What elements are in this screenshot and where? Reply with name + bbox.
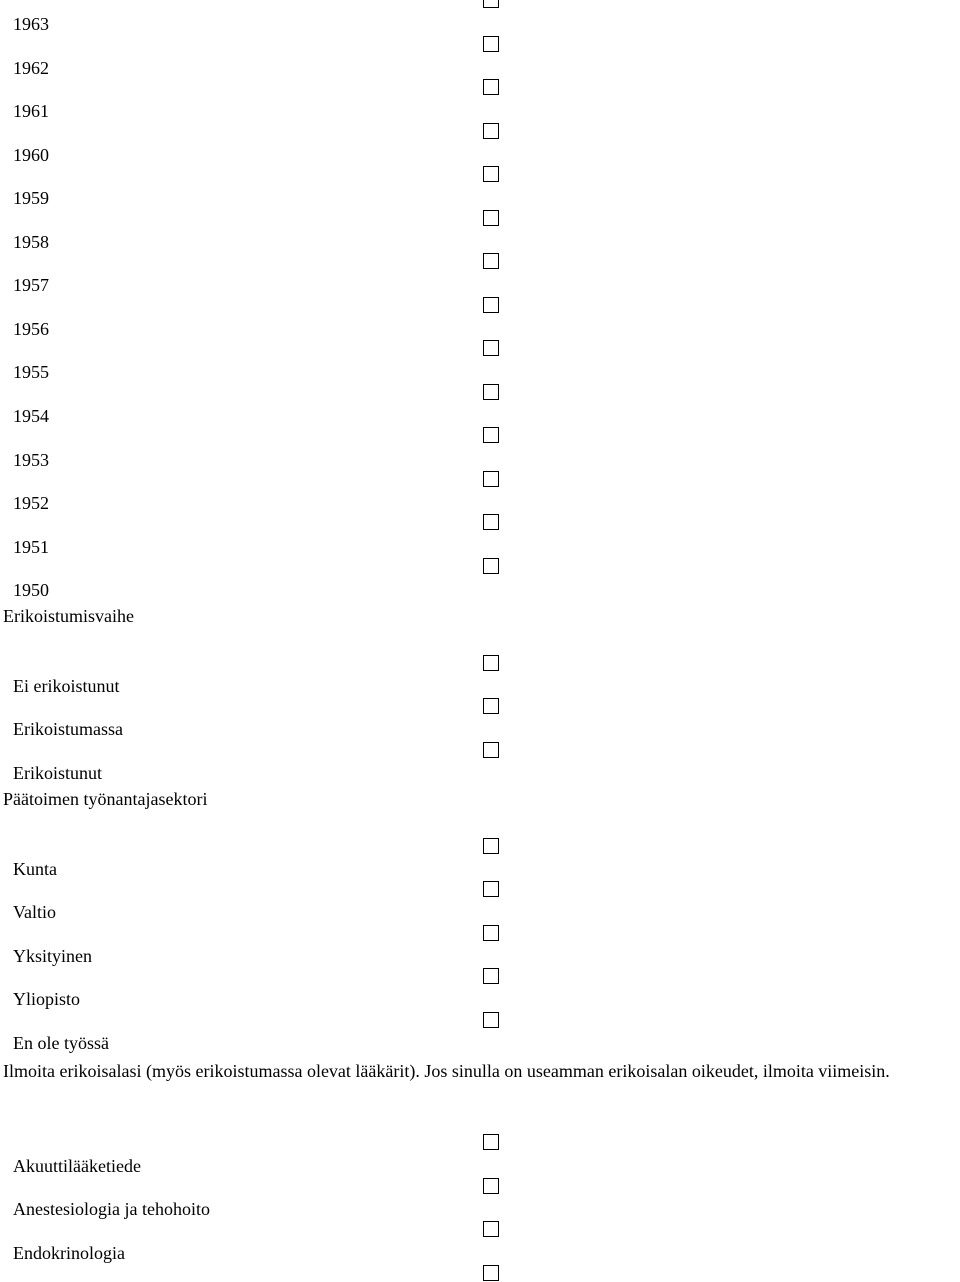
- option-label: 1957: [13, 275, 49, 295]
- option-label: 1963: [13, 14, 49, 34]
- option-label: 1961: [13, 101, 49, 121]
- checkbox[interactable]: [483, 1178, 499, 1194]
- checkbox[interactable]: [483, 698, 499, 714]
- option-label: 1953: [13, 450, 49, 470]
- checkbox[interactable]: [483, 36, 499, 52]
- checkbox[interactable]: [483, 297, 499, 313]
- option-label: 1952: [13, 493, 49, 513]
- option-label: 1959: [13, 188, 49, 208]
- option-label: En ole työssä: [13, 1033, 109, 1053]
- checkbox[interactable]: [483, 838, 499, 854]
- section-heading: Päätoimen työnantajasektori: [3, 789, 208, 809]
- option-label: 1956: [13, 319, 49, 339]
- section-heading: Erikoistumisvaihe: [3, 606, 134, 626]
- option-label: Endokrinologia: [13, 1243, 125, 1263]
- option-label: 1954: [13, 406, 49, 426]
- checkbox[interactable]: [483, 210, 499, 226]
- checkbox[interactable]: [483, 253, 499, 269]
- checkbox[interactable]: [483, 1265, 499, 1281]
- option-label: 1962: [13, 58, 49, 78]
- option-label: Erikoistunut: [13, 763, 102, 783]
- option-label: Yksityinen: [13, 946, 92, 966]
- option-label: Kunta: [13, 859, 57, 879]
- checkbox[interactable]: [483, 0, 499, 8]
- option-label: 1958: [13, 232, 49, 252]
- checkbox[interactable]: [483, 427, 499, 443]
- option-label: Valtio: [13, 902, 56, 922]
- checkbox[interactable]: [483, 742, 499, 758]
- checkbox[interactable]: [483, 340, 499, 356]
- option-label: Anestesiologia ja tehohoito: [13, 1199, 210, 1219]
- checkbox[interactable]: [483, 558, 499, 574]
- checkbox[interactable]: [483, 514, 499, 530]
- option-label: 1960: [13, 145, 49, 165]
- checkbox[interactable]: [483, 655, 499, 671]
- checkbox[interactable]: [483, 881, 499, 897]
- section-heading: Ilmoita erikoisalasi (myös erikoistumassa olevat lääkärit). Jos sinulla on useamman erikoisalan oikeudet, ilmoita viimeisin.: [3, 1061, 890, 1081]
- option-label: Erikoistumassa: [13, 719, 123, 739]
- checkbox[interactable]: [483, 968, 499, 984]
- option-label: Akuuttilääketiede: [13, 1156, 141, 1176]
- checkbox[interactable]: [483, 166, 499, 182]
- option-label: 1950: [13, 580, 49, 600]
- checkbox[interactable]: [483, 925, 499, 941]
- checkbox[interactable]: [483, 79, 499, 95]
- option-label: Yliopisto: [13, 989, 81, 1009]
- checkbox[interactable]: [483, 1134, 499, 1150]
- checkbox[interactable]: [483, 1012, 499, 1028]
- checkbox[interactable]: [483, 384, 499, 400]
- checkbox[interactable]: [483, 1221, 499, 1237]
- option-label: Ei erikoistunut: [13, 676, 120, 696]
- option-label: 1951: [13, 537, 49, 557]
- checkbox[interactable]: [483, 471, 499, 487]
- checkbox[interactable]: [483, 123, 499, 139]
- option-label: 1955: [13, 362, 49, 382]
